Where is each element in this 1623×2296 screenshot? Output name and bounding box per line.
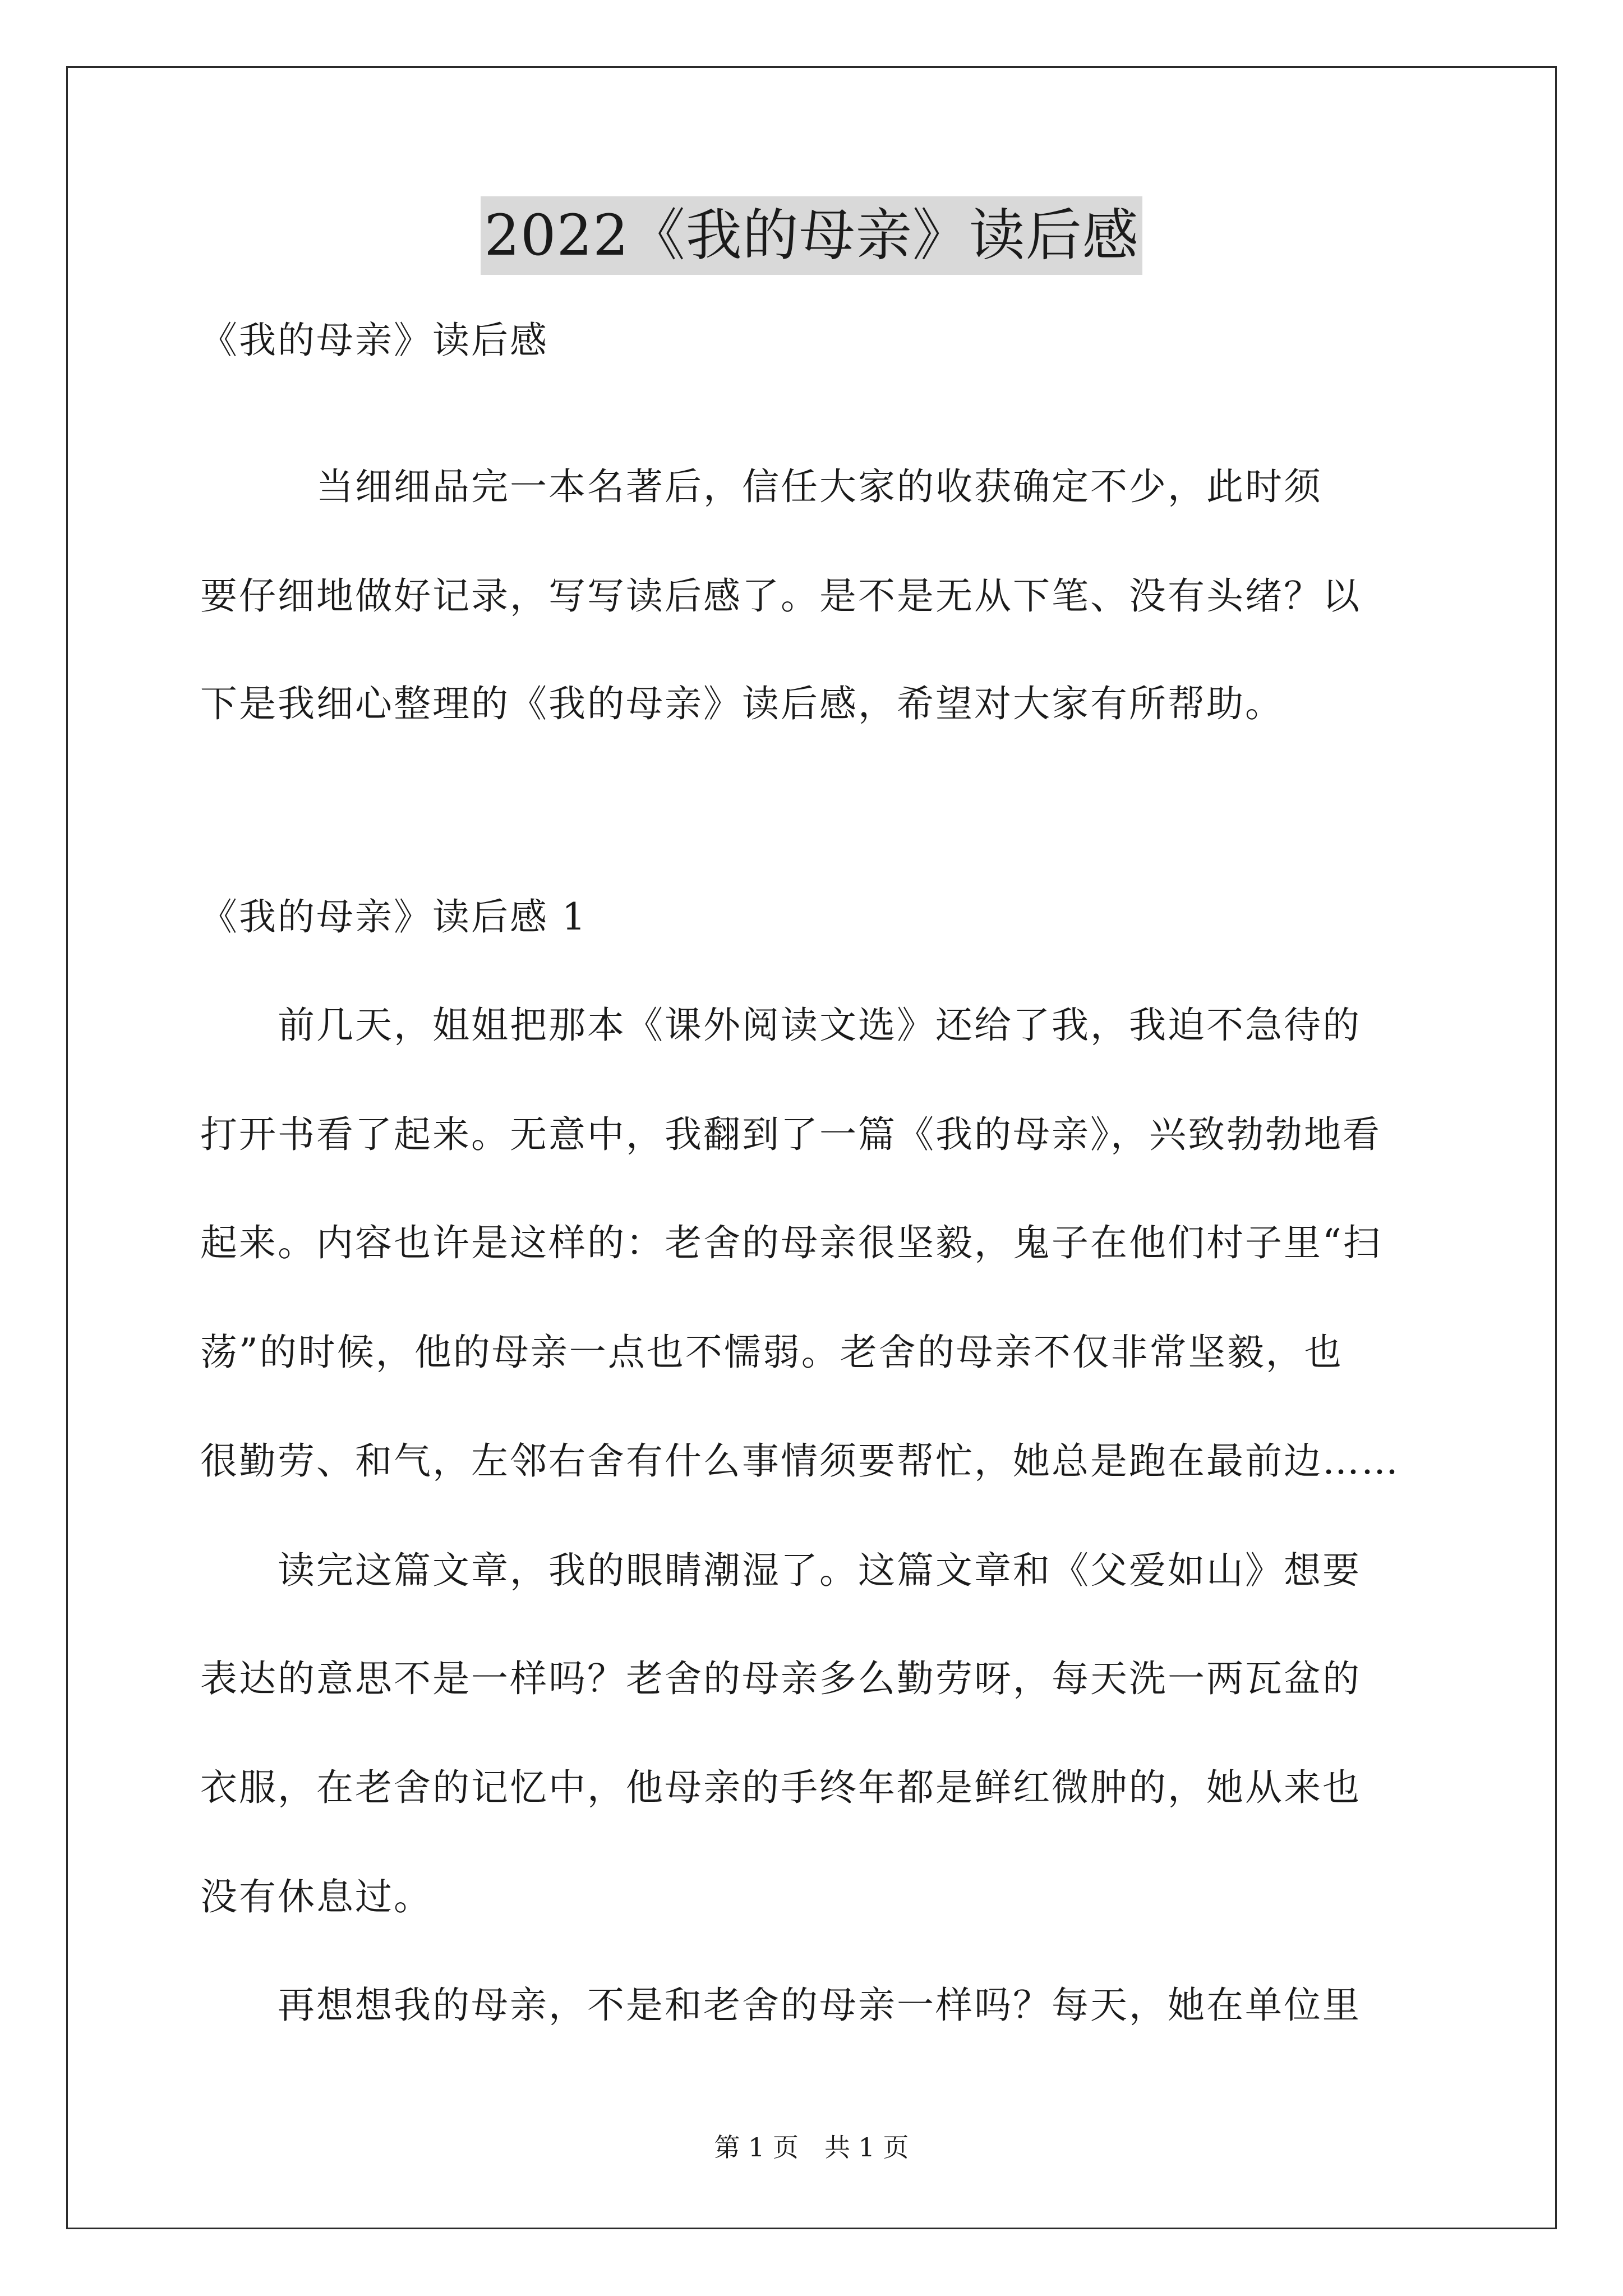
body-text-line: 要仔细地做好记录，写写读后感了。是不是无从下笔、没有头绪？以 bbox=[200, 574, 1361, 618]
body-text-line: 很勤劳、和气，左邻右舍有什么事情须要帮忙，她总是跑在最前边…… bbox=[200, 1439, 1400, 1483]
body-text-line: 下是我细心整理的《我的母亲》读后感，希望对大家有所帮助。 bbox=[200, 682, 1284, 725]
body-text-line: 读完这篇文章，我的眼睛潮湿了。这篇文章和《父爱如山》想要 bbox=[200, 1549, 1361, 1592]
body-text-line: 没有休息过。 bbox=[200, 1875, 432, 1918]
body-text-line: 前几天，姐姐把那本《课外阅读文选》还给了我，我迫不急待的 bbox=[200, 1004, 1361, 1047]
body-text-line: 表达的意思不是一样吗？老舍的母亲多么勤劳呀，每天洗一两瓦盆的 bbox=[200, 1657, 1361, 1700]
body-text-line: 衣服，在老舍的记忆中，他母亲的手终年都是鲜红微肿的，她从来也 bbox=[200, 1766, 1361, 1809]
body-text-line: 打开书看了起来。无意中，我翻到了一篇《我的母亲》，兴致勃勃地看 bbox=[200, 1113, 1381, 1156]
body-text-line: 起来。内容也许是这样的：老舍的母亲很坚毅，鬼子在他们村子里“扫 bbox=[200, 1221, 1382, 1264]
page-number-footer: 第 1 页 共 1 页 bbox=[714, 2132, 909, 2162]
title-container bbox=[0, 196, 1623, 275]
body-text-line: 当细细品完一本名著后，信任大家的收获确定不少，此时须 bbox=[200, 465, 1322, 508]
body-text-line: 再想想我的母亲，不是和老舍的母亲一样吗？每天，她在单位里 bbox=[200, 1984, 1361, 2027]
document-title: 2022《我的母亲》读后感 bbox=[481, 196, 1142, 275]
section-heading: 《我的母亲》读后感 1 bbox=[200, 895, 587, 938]
section-heading: 《我的母亲》读后感 bbox=[200, 319, 548, 362]
body-text-line: 荡”的时候，他的母亲一点也不懦弱。老舍的母亲不仅非常坚毅，也 bbox=[200, 1331, 1343, 1374]
